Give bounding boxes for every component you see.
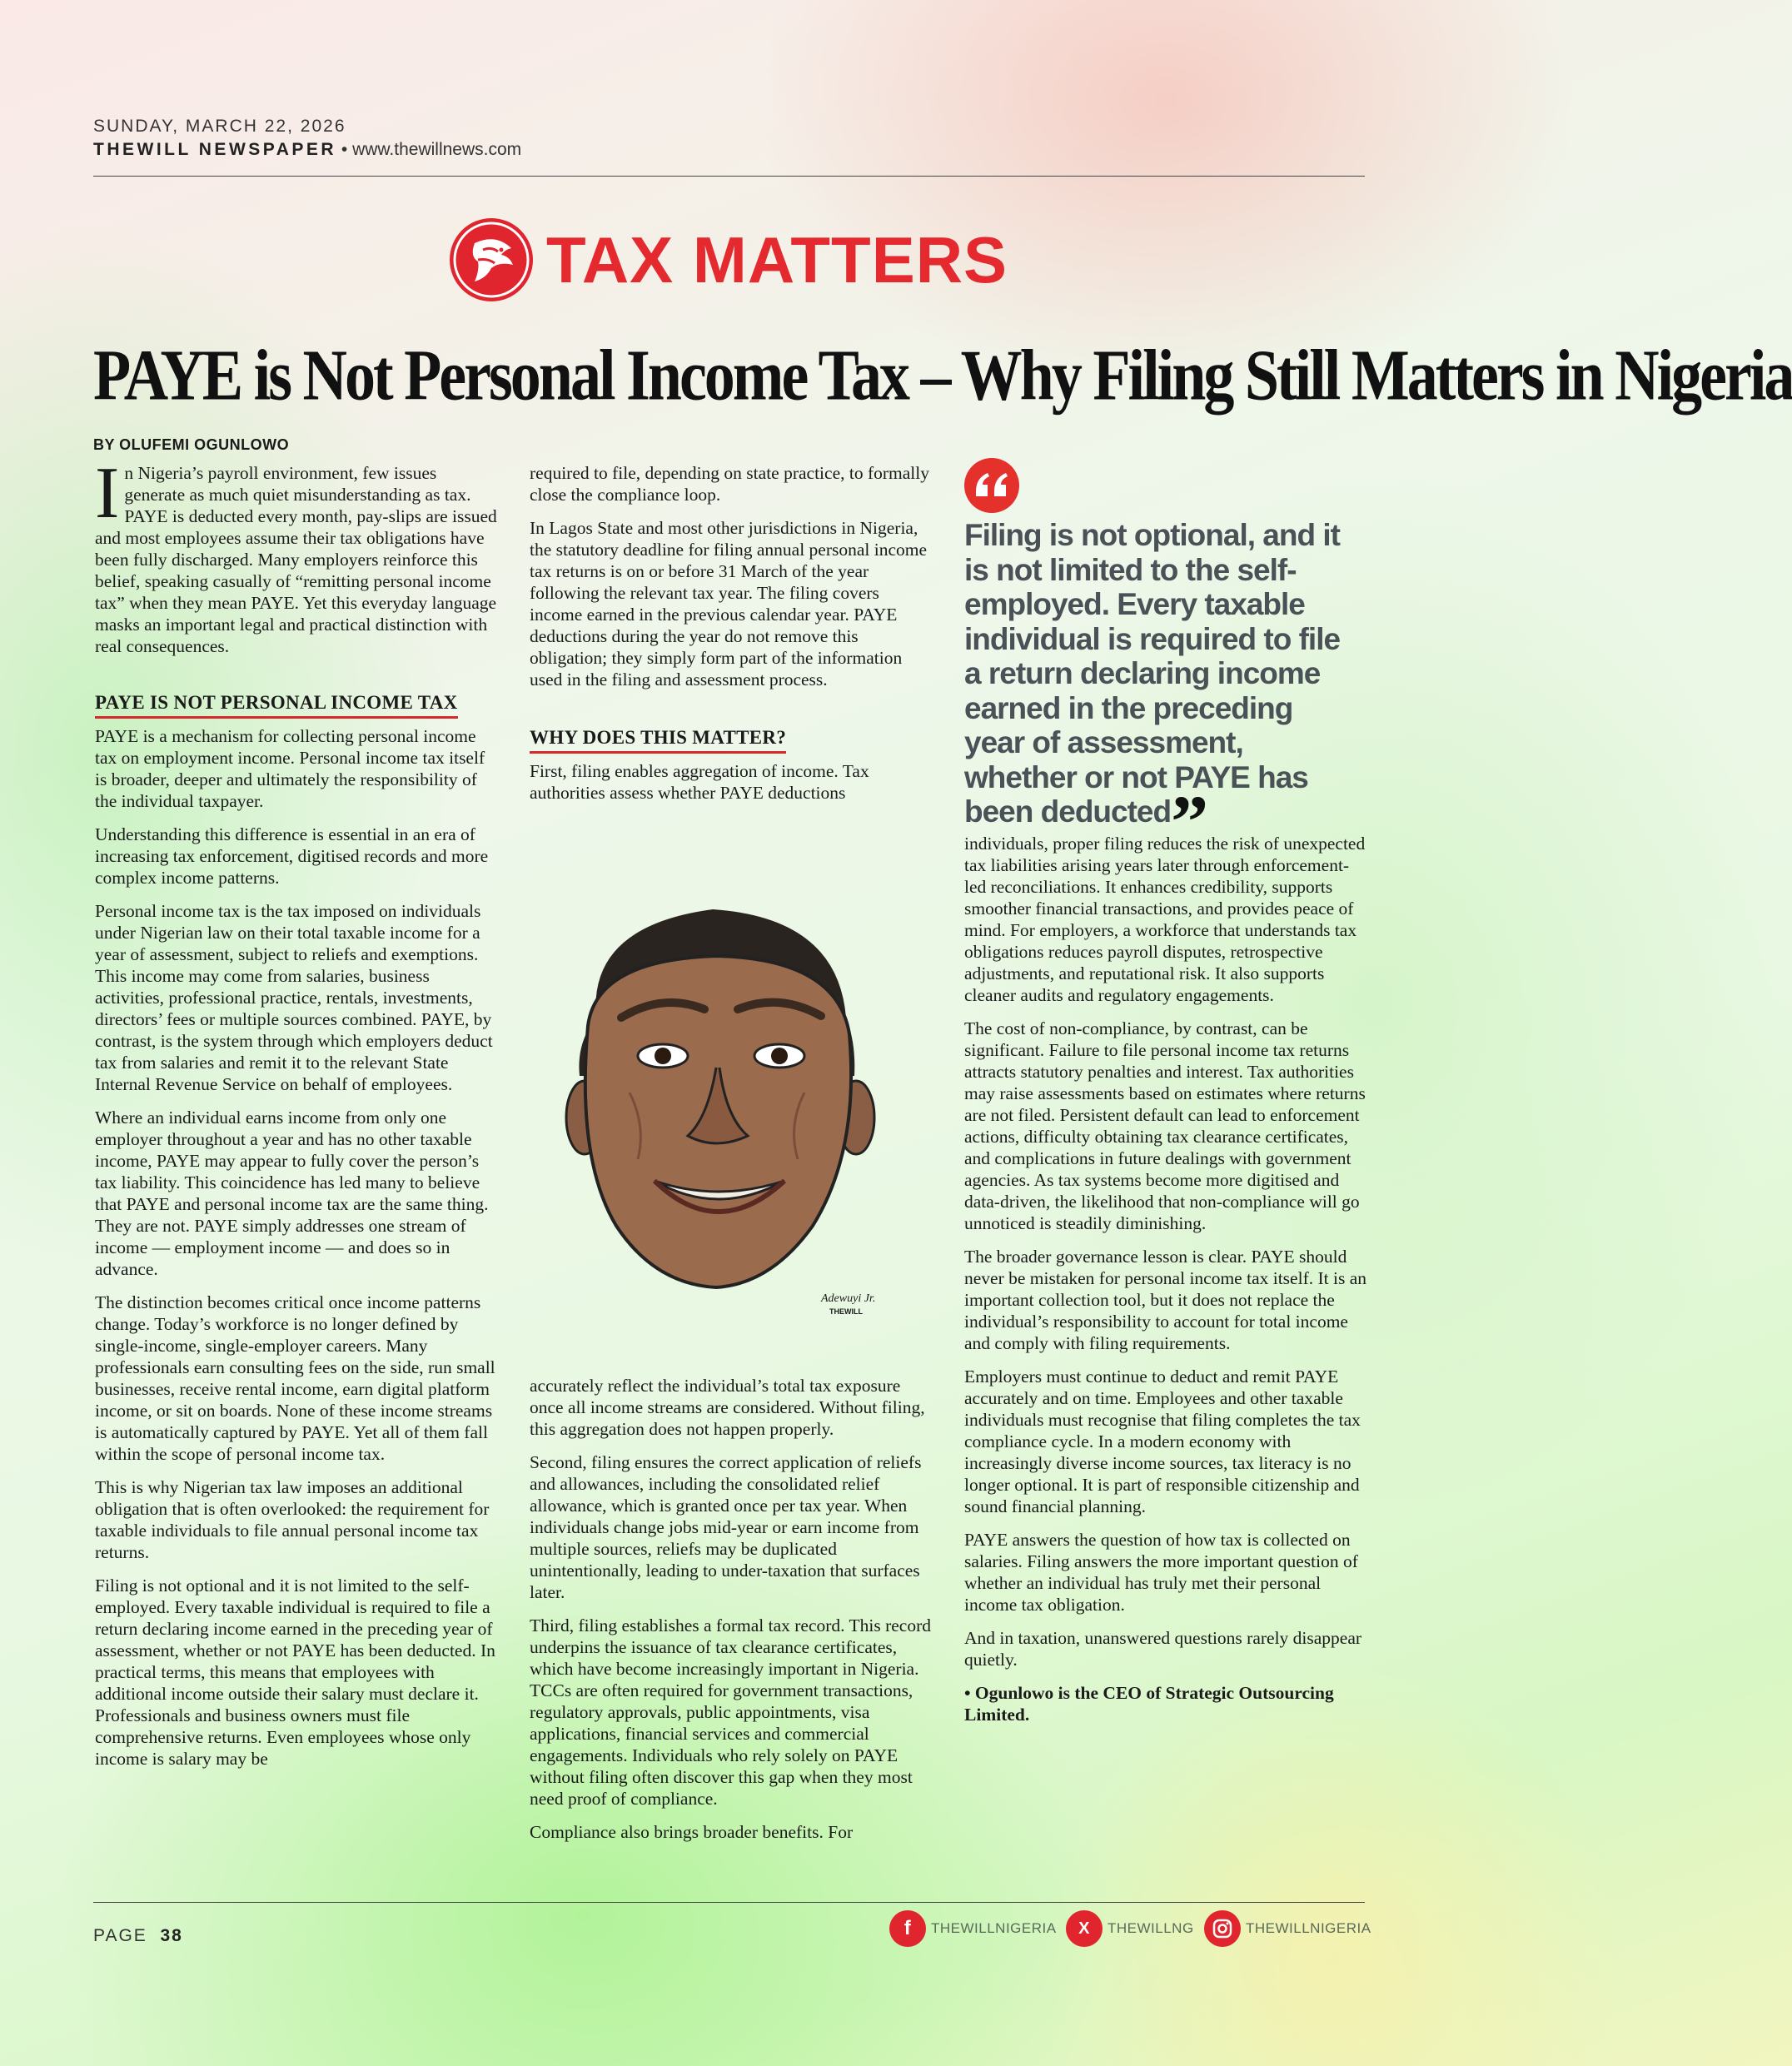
paragraph: PAYE answers the question of how tax is collected on salaries. Filing answers the more important question of whether an individual has truly met their personal income tax obligation. <box>964 1530 1358 1615</box>
subhead-why-matter: WHY DOES THIS MATTER? <box>530 727 786 754</box>
portrait-signature: Adewuyi Jr. <box>821 1292 876 1305</box>
paragraph: The cost of non-compliance, by contrast, can be significant. Failure to file personal income tax returns attracts statutory penalties and interest. Tax authorities may raise assessments based on estimates where returns are not filed. Persistent default can lead to enforcement actions, difficulty obtaining tax clearance certificates, and complications in future dealings with government agencies. As tax systems become more digitised and data-driven, the likelihood that non-compliance will go unnoticed is steadily diminishing. <box>964 1018 1366 1233</box>
paper-url[interactable]: • www.thewillnews.com <box>336 140 522 159</box>
author-note: • Ogunlowo is the CEO of Strategic Outsourcing Limited. <box>964 1683 1334 1725</box>
paragraph: PAYE is a mechanism for collecting personal income tax on employment income. Personal income tax itself is broader, deeper and ultimately the responsibility of the individual taxpayer. <box>95 726 485 811</box>
article-column-2-continued <box>530 1375 936 1854</box>
issue-date: SUNDAY, MARCH 22, 2026 <box>93 117 346 136</box>
paragraph: Compliance also brings broader benefits. For <box>530 1822 854 1842</box>
page-number: PAGE 38 <box>93 1926 183 1945</box>
paragraph: The distinction becomes critical once income patterns change. Today’s workforce is no longer defined by single-income, single-employer careers. Many professionals earn consulting fees on the side, run small businesses, receive rental income, earn digital platform income, or sit on boards. None of these income streams is automatically captured by PAYE. Yet all of them fall within the scope of personal income tax. <box>95 1292 495 1464</box>
paragraph: First, filing enables aggregation of income. Tax authorities assess whether PAYE deductions <box>530 761 869 803</box>
eagle-logo-icon <box>450 218 533 301</box>
paragraph: Third, filing establishes a formal tax record. This record underpins the issuance of tax clearance certificates, which have become increasingly important in Nigeria. TCCs are often required for government transactions, regulatory approvals, public appointments, visa applications, financial services and commercial engagements. Individuals who rely solely on PAYE without filing often discover this gap when they most need proof of compliance. <box>530 1615 932 1809</box>
paragraph: required to file, depending on state practice, to formally close the compliance loop. <box>530 463 929 505</box>
article-headline: PAYE is Not Personal Income Tax – Why Filing Still Matters in Nigeria <box>93 335 1792 416</box>
paragraph: Personal income tax is the tax imposed on individuals under Nigerian law on their total taxable income for a year of assessment, subject to reliefs and exemptions. This income may come from salaries, business activities, professional practice, rentals, investments, directors’ fees or multiple sources combined. PAYE, by contrast, is the system through which employers deduct tax from salaries and remit it to the relevant State Internal Revenue Service on behalf of employees. <box>95 901 493 1094</box>
header-divider <box>93 176 1365 177</box>
social-instagram[interactable]: THEWILLNIGERIA <box>1204 1910 1371 1947</box>
author-portrait <box>530 876 903 1326</box>
footer-divider <box>93 1902 1365 1903</box>
subhead-paye-not-pit: PAYE IS NOT PERSONAL INCOME TAX <box>95 692 458 719</box>
article-column-3 <box>964 833 1369 1737</box>
x-icon[interactable]: X <box>1066 1910 1103 1947</box>
open-quote-icon <box>964 458 1019 513</box>
paper-name: THEWILL NEWSPAPER <box>93 140 337 159</box>
paragraph: The broader governance lesson is clear. PAYE should never be mistaken for personal income tax itself. It is an important collection tool, but it does not replace the individual’s responsibility to account for total income and comply with filing requirements. <box>964 1247 1366 1353</box>
article-column-1 <box>95 453 498 1781</box>
section-banner <box>450 218 1008 301</box>
paragraph: accurately reflect the individual’s total tax exposure once all income streams are considered. Without filing, this aggregation does not happen properly. <box>530 1376 925 1439</box>
social-facebook[interactable]: f THEWILLNIGERIA <box>889 1910 1057 1947</box>
paragraph: Where an individual earns income from only one employer throughout a year and has no other taxable income, PAYE may appear to fully cover the person’s tax liability. This coincidence has led many to believe that PAYE and personal income tax are the same thing. They are not. PAYE simply addresses one stream of income — employment income — and does so in advance. <box>95 1108 489 1279</box>
close-quote-icon: ” <box>1171 781 1208 864</box>
facebook-icon[interactable]: f <box>889 1910 926 1947</box>
drop-cap: I <box>95 453 120 534</box>
paragraph: individuals, proper filing reduces the risk of unexpected tax liabilities arising years later through enforcement-led reconciliations. It enhances credibility, supports smoother financial transactions, and provides peace of mind. For employers, a workforce that understands tax obligations reduces payroll disputes, retrospective adjustments, and reputational risk. It also supports cleaner audits and regulatory engagements. <box>964 834 1366 1005</box>
social-x[interactable]: X THEWILLNG <box>1066 1910 1194 1947</box>
article-column-2 <box>530 462 936 815</box>
paragraph: Second, filing ensures the correct application of reliefs and allowances, including the consolidated relief allowance, which is granted once per tax year. When individuals change jobs mid-year or earn income from multiple sources, reliefs may be duplicated unintentionally, leading to under-taxation that surfaces later. <box>530 1452 922 1602</box>
paragraph: Filing is not optional and it is not limited to the self-employed. Every taxable individual is required to file a return declaring income earned in the preceding year of assessment, whether or not PAYE has been deducted. In practical terms, this means that employees with additional income outside their salary must declare it. Professionals and business owners must file comprehensive returns. Even employees whose only income is salary may be <box>95 1576 495 1769</box>
portrait-credit: THEWILL <box>829 1307 863 1316</box>
section-title: TAX MATTERS <box>546 222 1008 296</box>
paragraph: In Lagos State and most other jurisdictions in Nigeria, the statutory deadline for filing annual personal income tax returns is on or before 31 March of the year following the relevant tax year. The filing covers income earned in the previous calendar year. PAYE deductions during the year do not remove this obligation; they simply form part of the information used in the filing and assessment process. <box>530 518 928 689</box>
byline: BY OLUFEMI OGUNLOWO <box>93 436 290 453</box>
paper-masthead <box>93 140 521 160</box>
intro-paragraph: In Nigeria’s payroll environment, few issues generate as much quiet misunderstanding as tax. PAYE is deducted every month, pay-slips are issued and most employees assume their tax obligations have been fully discharged. Many employers reinforce this belief, speaking casually of “remitting personal income tax” when they mean PAYE. Yet this everyday language masks an important legal and practical distinction with real consequences. <box>95 453 497 656</box>
pull-quote: Filing is not optional, and it is not limited to the self-employed. Every taxable individual is required to file a return declaring income earned in the preceding year of assessment, whether or not PAYE has been deducted” <box>964 518 1341 864</box>
paragraph: Employers must continue to deduct and remit PAYE accurately and on time. Employees and other taxable individuals must recognise that filing completes the tax compliance cycle. In a modern economy with increasingly diverse income sources, tax literacy is no longer optional. It is part of responsible citizenship and sound financial planning. <box>964 1367 1361 1516</box>
instagram-icon[interactable] <box>1204 1910 1241 1947</box>
paragraph: And in taxation, unanswered questions rarely disappear quietly. <box>964 1628 1362 1670</box>
paragraph: Understanding this difference is essential in an era of increasing tax enforcement, digitised records and more complex income patterns. <box>95 824 489 888</box>
paragraph: This is why Nigerian tax law imposes an additional obligation that is often overlooked: the requirement for taxable individuals to file annual personal income tax returns. <box>95 1477 490 1562</box>
